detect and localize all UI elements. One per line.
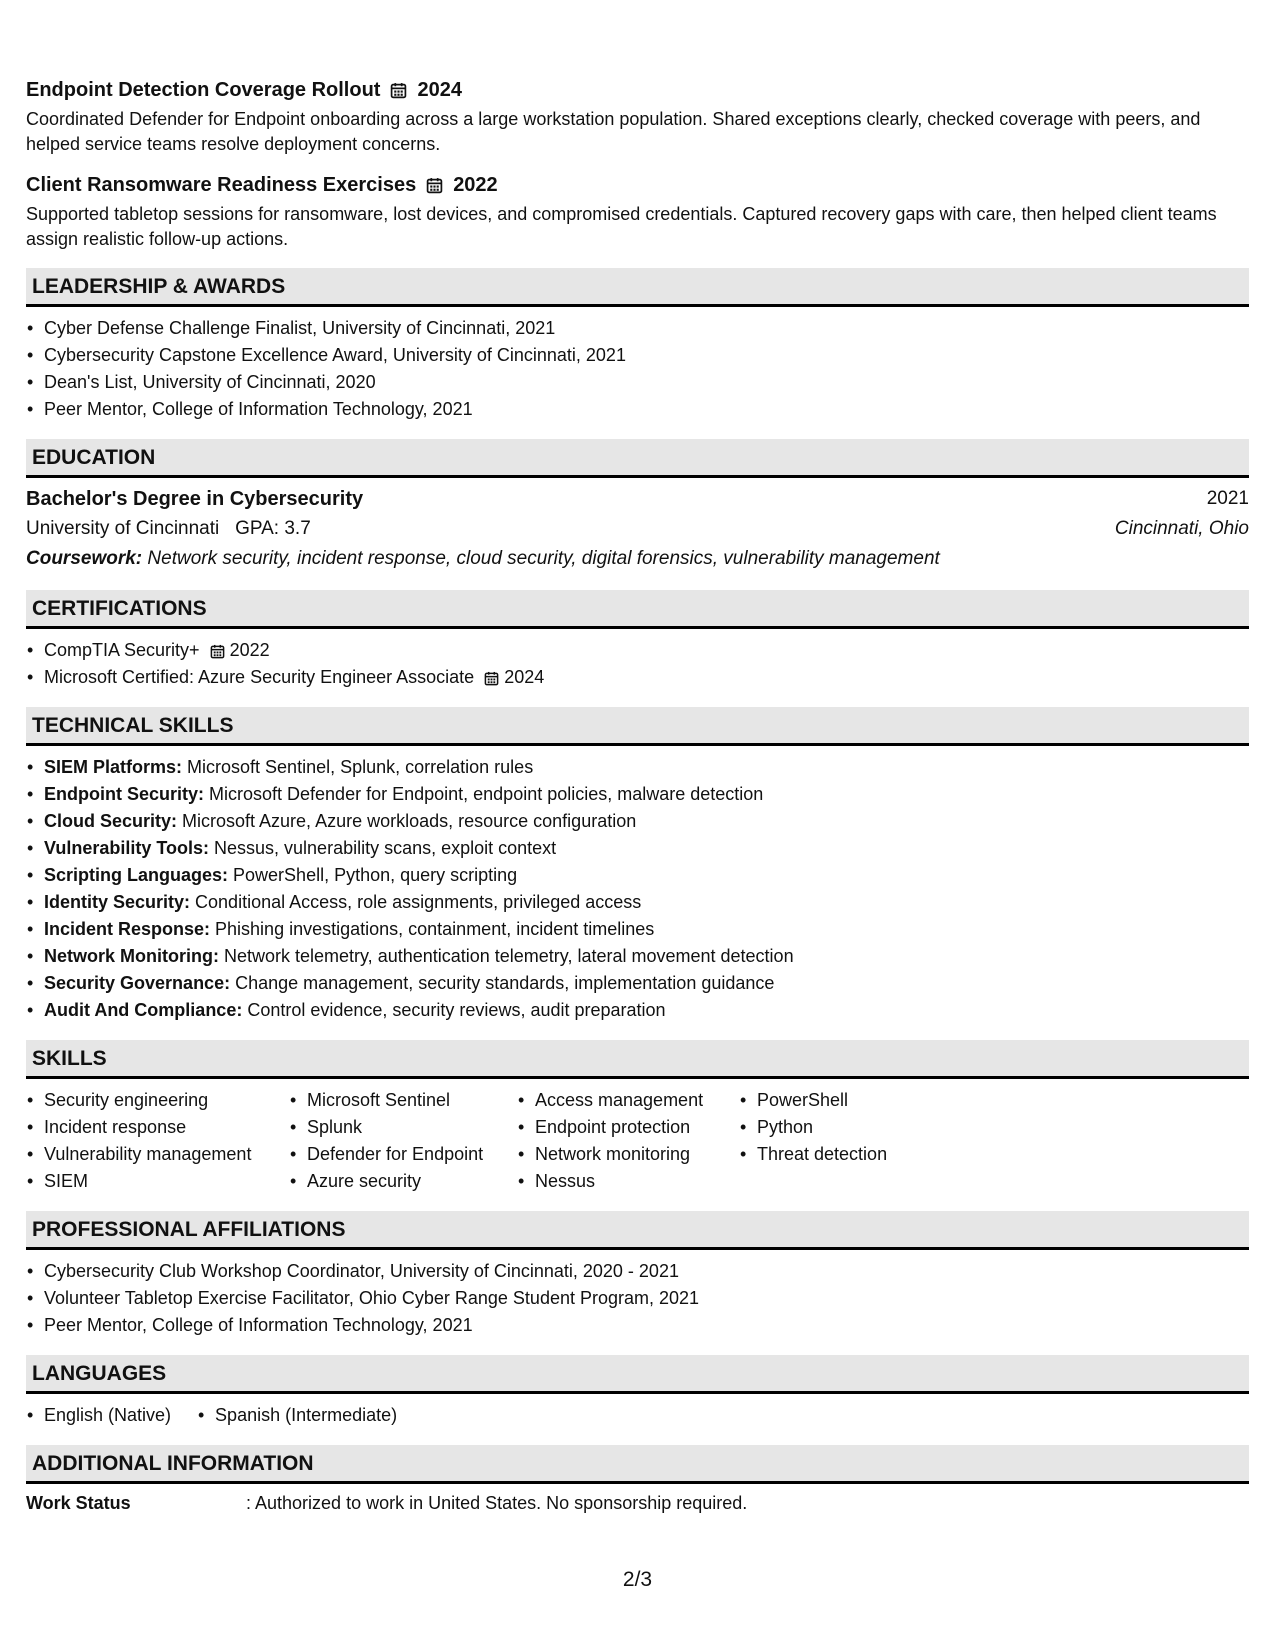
- leadership-list: [26, 315, 1249, 423]
- tech-skill-item: [44, 997, 1249, 1024]
- certification-item: [44, 664, 1249, 691]
- section-heading-education: EDUCATION: [26, 439, 1249, 478]
- skill-item: • Endpoint protection: [535, 1114, 757, 1141]
- work-status-row: [26, 1490, 1249, 1517]
- tech-skill-value: Microsoft Defender for Endpoint, endpoint policies, malware detection: [204, 784, 764, 804]
- project-year: 2022: [453, 174, 498, 196]
- technical-skills-list: [26, 754, 1249, 1024]
- education-degree-row: [26, 484, 1249, 514]
- certification-year: 2024: [504, 667, 545, 687]
- tech-skill-label: Cloud Security:: [44, 811, 178, 831]
- education-degree: Bachelor's Degree in Cybersecurity: [26, 488, 364, 510]
- tech-skill-item: [44, 943, 1249, 970]
- skill-item: • Microsoft Sentinel: [307, 1087, 535, 1114]
- list-item: • Volunteer Tabletop Exercise Facilitator, Ohio Cyber Range Student Program, 2021: [44, 1285, 1249, 1312]
- tech-skill-label: Identity Security:: [44, 892, 191, 912]
- education-year: 2021: [1206, 488, 1249, 509]
- tech-skill-label: SIEM Platforms:: [44, 757, 183, 777]
- tech-skill-item: [44, 862, 1249, 889]
- tech-skill-label: Network Monitoring:: [44, 946, 219, 966]
- project-title-row: [26, 76, 1249, 104]
- list-item: • Cyber Defense Challenge Finalist, University of Cincinnati, 2021: [44, 315, 1249, 342]
- tech-skill-item: [44, 754, 1249, 781]
- coursework-text: Network security, incident response, cloud security, digital forensics, vulnerability management: [142, 548, 940, 569]
- tech-skill-value: Network telemetry, authentication telemetry, lateral movement detection: [218, 946, 794, 966]
- tech-skill-item: [44, 835, 1249, 862]
- education-coursework: [26, 544, 1249, 574]
- list-item: • Cybersecurity Capstone Excellence Award, University of Cincinnati, 2021: [44, 342, 1249, 369]
- skills-column: [44, 1087, 307, 1195]
- skill-item: • Incident response: [44, 1114, 307, 1141]
- tech-skill-label: Endpoint Security:: [44, 784, 205, 804]
- calendar-icon: [426, 177, 443, 194]
- languages-list: [26, 1402, 1249, 1429]
- project-item: [26, 76, 1249, 157]
- skills-grid: [26, 1087, 1249, 1195]
- calendar-icon: [390, 82, 407, 99]
- project-title: Endpoint Detection Coverage Rollout: [26, 79, 381, 101]
- language-item: • Spanish (Intermediate): [215, 1402, 397, 1429]
- tech-skill-value: Phishing investigations, containment, incident timelines: [210, 919, 655, 939]
- tech-skill-value: Change management, security standards, implementation guidance: [230, 973, 775, 993]
- work-status-label: Work Status: [26, 1493, 131, 1513]
- tech-skill-item: [44, 970, 1249, 997]
- skill-item: • Nessus: [535, 1168, 757, 1195]
- tech-skill-item: [44, 808, 1249, 835]
- tech-skill-item: [44, 889, 1249, 916]
- list-item: • Cybersecurity Club Workshop Coordinator, University of Cincinnati, 2020 - 2021: [44, 1258, 1249, 1285]
- section-heading-skills: SKILLS: [26, 1040, 1249, 1079]
- tech-skill-value: Microsoft Sentinel, Splunk, correlation rules: [182, 757, 534, 777]
- skills-column: [535, 1087, 757, 1195]
- page-number: 2/3: [622, 1568, 653, 1591]
- skills-column: [307, 1087, 535, 1195]
- certification-year: 2022: [229, 640, 270, 660]
- project-title: Client Ransomware Readiness Exercises: [26, 174, 417, 196]
- skill-item: • SIEM: [44, 1168, 307, 1195]
- skill-item: • Vulnerability management: [44, 1141, 307, 1168]
- project-item: [26, 171, 1249, 252]
- skill-item: • Defender for Endpoint: [307, 1141, 535, 1168]
- certification-name: CompTIA Security+: [44, 640, 200, 660]
- tech-skill-item: [44, 781, 1249, 808]
- work-status-value: : Authorized to work in United States. No sponsorship required.: [246, 1493, 748, 1513]
- education-school-gpa: University of Cincinnati GPA: 3.7: [26, 518, 311, 539]
- skills-column: [757, 1087, 957, 1195]
- section-heading-languages: LANGUAGES: [26, 1355, 1249, 1394]
- skill-item: • Security engineering: [44, 1087, 307, 1114]
- calendar-icon: [484, 671, 499, 686]
- education-block: [26, 484, 1249, 574]
- section-heading-certifications: CERTIFICATIONS: [26, 590, 1249, 629]
- education-location: Cincinnati, Ohio: [1114, 518, 1249, 539]
- language-item: • English (Native): [44, 1402, 171, 1429]
- tech-skill-label: Scripting Languages:: [44, 865, 229, 885]
- tech-skill-value: Conditional Access, role assignments, privileged access: [190, 892, 642, 912]
- skill-item: • Access management: [535, 1087, 757, 1114]
- skill-item: • Python: [757, 1114, 957, 1141]
- skill-item: • Splunk: [307, 1114, 535, 1141]
- tech-skill-label: Security Governance:: [44, 973, 231, 993]
- tech-skill-item: [44, 916, 1249, 943]
- tech-skill-label: Incident Response:: [44, 919, 211, 939]
- certifications-list: [26, 637, 1249, 691]
- project-year: 2024: [417, 79, 462, 101]
- affiliations-list: [26, 1258, 1249, 1339]
- tech-skill-value: Nessus, vulnerability scans, exploit context: [209, 838, 557, 858]
- education-school-row: [26, 514, 1249, 544]
- skill-item: • Azure security: [307, 1168, 535, 1195]
- skill-item: • Threat detection: [757, 1141, 957, 1168]
- list-item: • Dean's List, University of Cincinnati, 2020: [44, 369, 1249, 396]
- skill-item: • Network monitoring: [535, 1141, 757, 1168]
- certification-name: Microsoft Certified: Azure Security Engineer Associate: [44, 667, 475, 687]
- tech-skill-value: PowerShell, Python, query scripting: [228, 865, 518, 885]
- section-heading-affiliations: PROFESSIONAL AFFILIATIONS: [26, 1211, 1249, 1250]
- certification-item: [44, 637, 1249, 664]
- tech-skill-value: Control evidence, security reviews, audit preparation: [242, 1000, 666, 1020]
- project-title-row: [26, 171, 1249, 199]
- section-heading-leadership: LEADERSHIP & AWARDS: [26, 268, 1249, 307]
- coursework-label: Coursework:: [26, 548, 143, 569]
- calendar-icon: [210, 644, 225, 659]
- section-heading-technical-skills: TECHNICAL SKILLS: [26, 707, 1249, 746]
- tech-skill-label: Vulnerability Tools:: [44, 838, 210, 858]
- list-item: • Peer Mentor, College of Information Technology, 2021: [44, 396, 1249, 423]
- tech-skill-value: Microsoft Azure, Azure workloads, resource configuration: [177, 811, 637, 831]
- project-description: Coordinated Defender for Endpoint onboarding across a large workstation population. Shared exceptions clearly, checked coverage with peers, and helped service teams resolve deployment concerns.: [26, 109, 1201, 154]
- list-item: • Peer Mentor, College of Information Technology, 2021: [44, 1312, 1249, 1339]
- tech-skill-label: Audit And Compliance:: [44, 1000, 243, 1020]
- skill-item: • PowerShell: [757, 1087, 957, 1114]
- section-heading-additional: ADDITIONAL INFORMATION: [26, 1445, 1249, 1484]
- project-description: Supported tabletop sessions for ransomware, lost devices, and compromised credentials. Captured recovery gaps with care, then helped client teams assign realistic follow-up actions.: [26, 204, 1217, 249]
